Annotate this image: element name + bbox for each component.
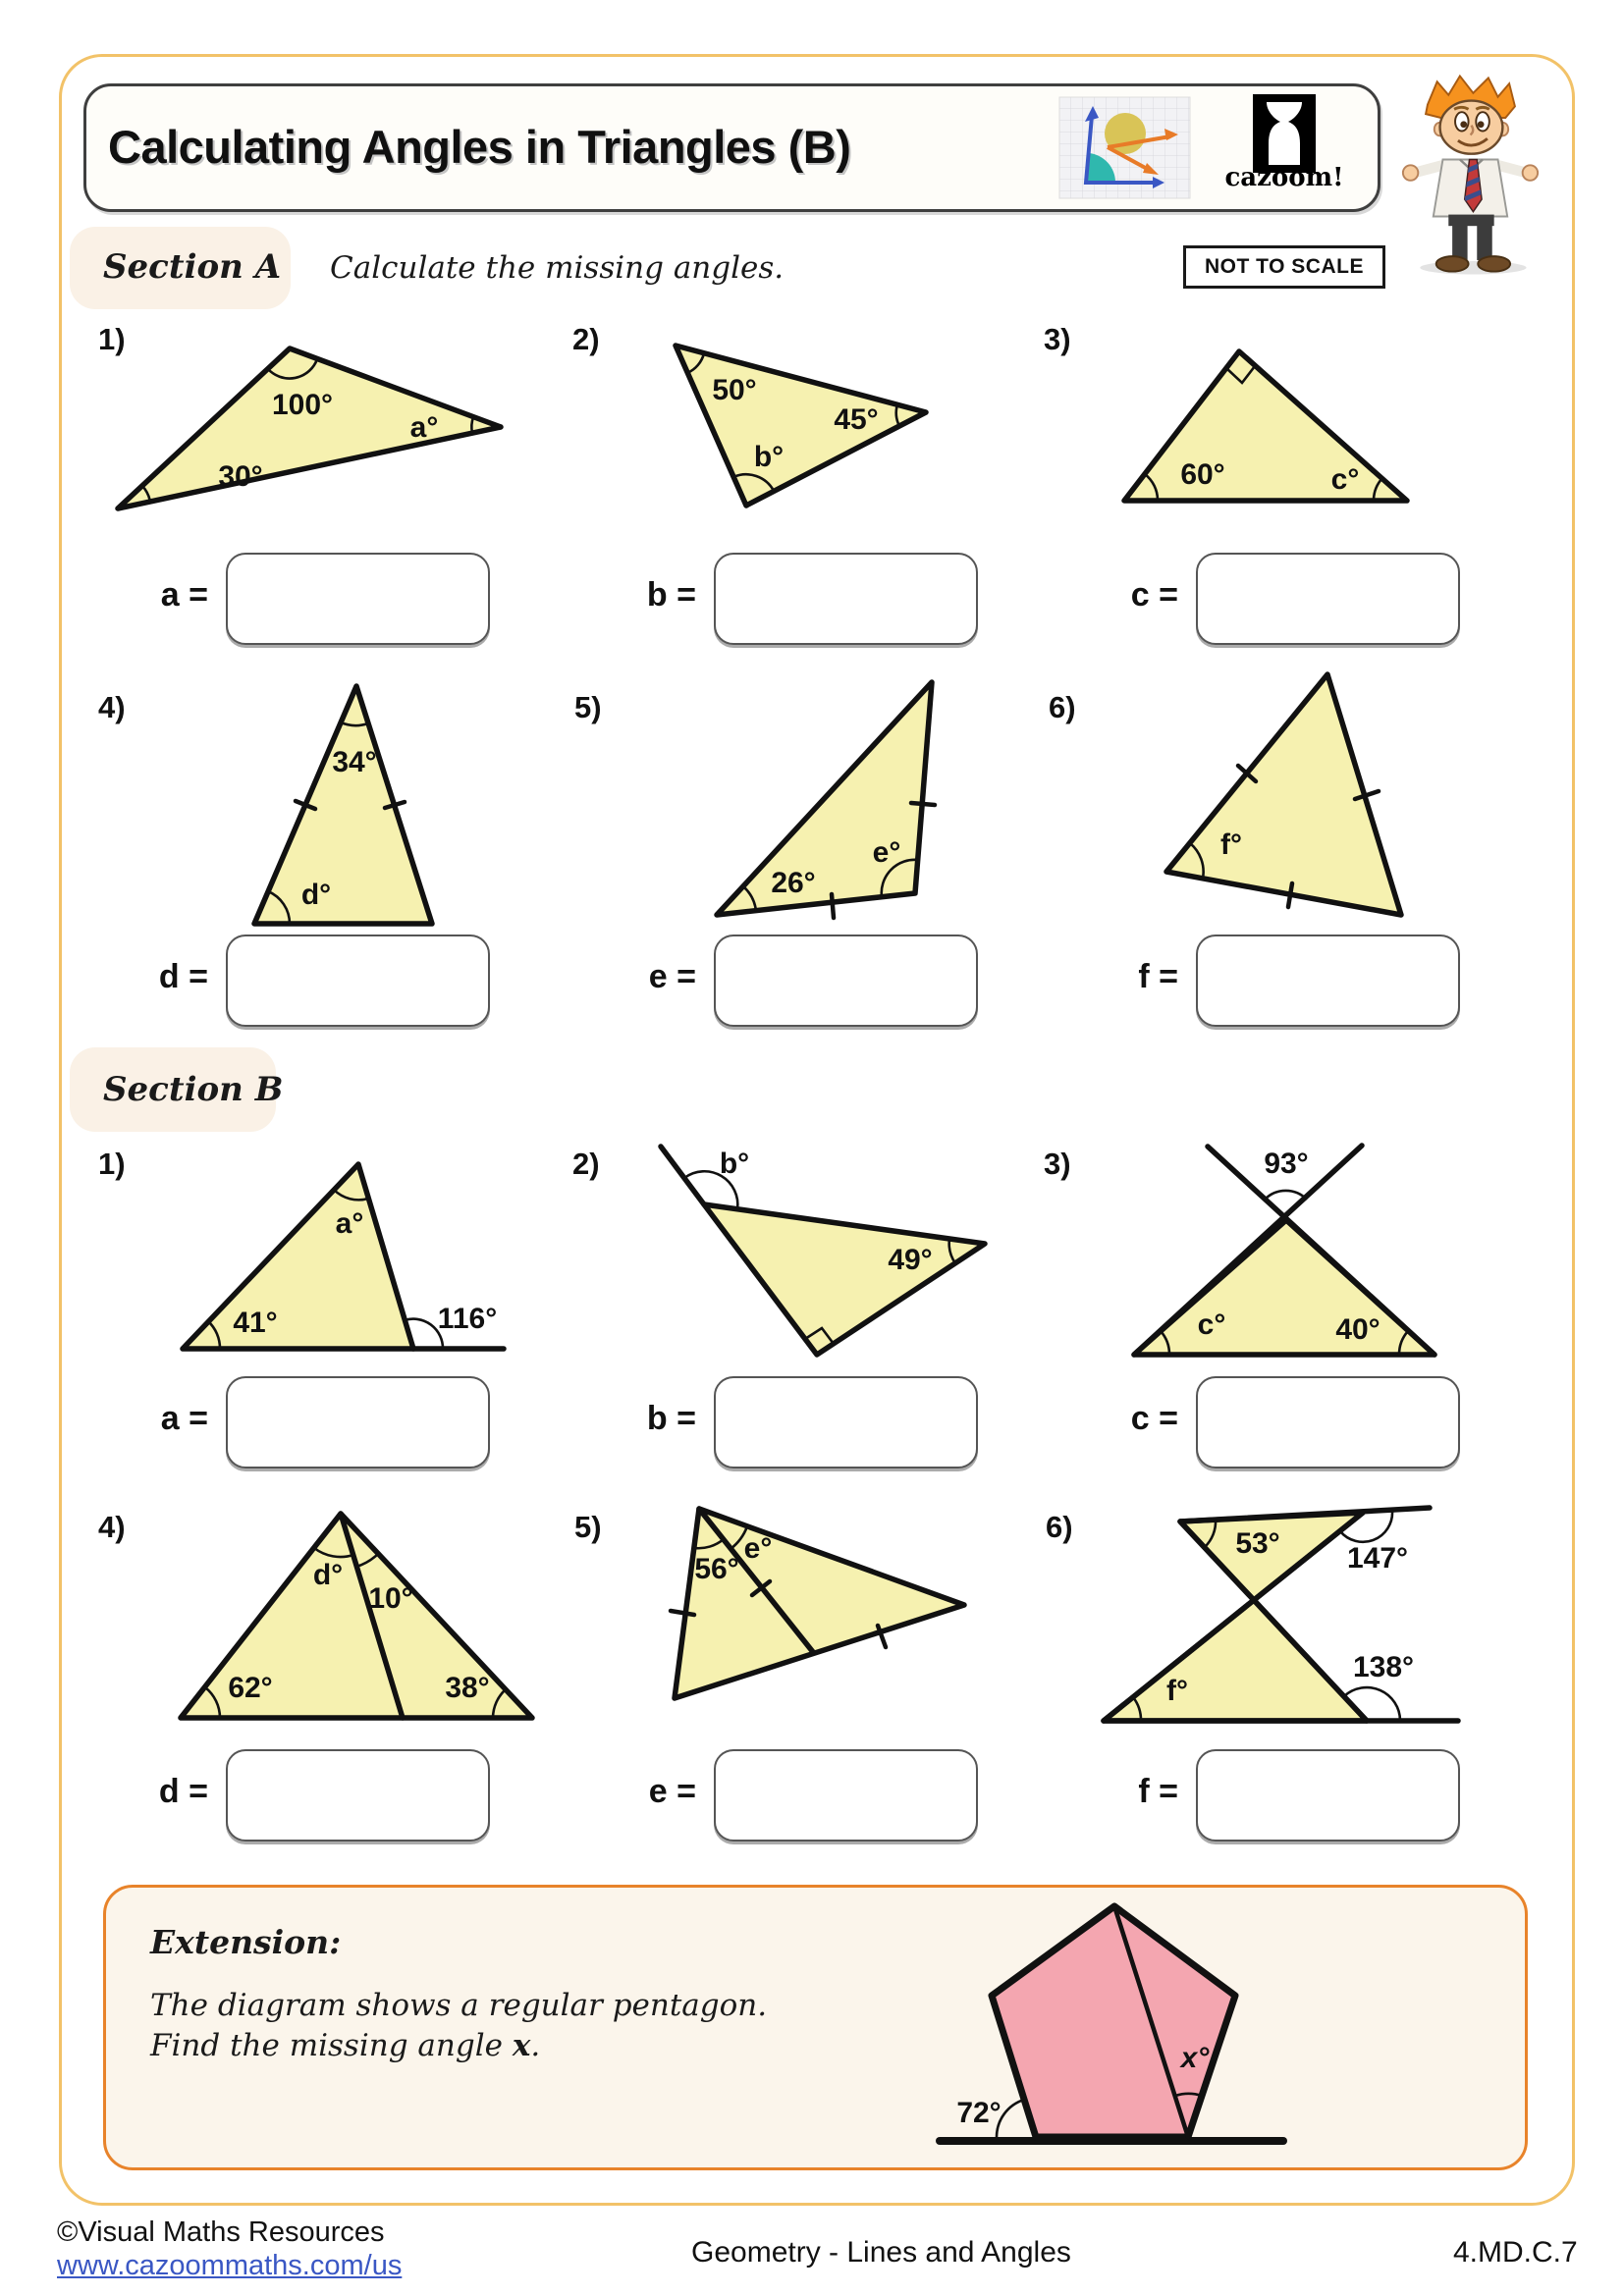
angle-label: a° (409, 411, 439, 444)
figure-a2 (609, 334, 1021, 525)
section-b-heading: Section B (103, 1070, 284, 1109)
section-a-heading: Section A (103, 247, 282, 287)
answer-box-a[interactable] (226, 1376, 490, 1468)
extension-variable: x (512, 2028, 531, 2063)
shoe (1478, 256, 1510, 271)
angles-grid-icon (1058, 96, 1191, 199)
problem-number-b1: 1) (98, 1147, 126, 1181)
answer-label-b: b = (646, 576, 696, 614)
answer-box-b[interactable] (714, 1376, 978, 1468)
section-a-instruction: Calculate the missing angles. (330, 250, 785, 286)
answer-box-d[interactable] (226, 934, 490, 1027)
angle-label: 40° (1335, 1313, 1380, 1346)
page-title: Calculating Angles in Triangles (B) (108, 121, 851, 173)
answer-label-a: a = (160, 1400, 208, 1437)
angle-label: e° (743, 1532, 773, 1565)
brand-name: cazoom! (1224, 163, 1344, 192)
angle-label: 100° (271, 389, 334, 421)
problem-number-b3: 3) (1044, 1147, 1071, 1181)
mascot-character (1399, 69, 1542, 280)
extension-line1: The diagram shows a regular pentagon. (150, 1988, 768, 2023)
problem-number-a4: 4) (98, 690, 126, 724)
answer-box-b[interactable] (714, 553, 978, 645)
title-box (83, 83, 1380, 212)
angle-label: 147° (1346, 1542, 1409, 1575)
triangle-shape (671, 1509, 964, 1698)
angle-label: 38° (445, 1672, 490, 1704)
angle-label: b° (719, 1148, 750, 1180)
angle-label: c° (1197, 1308, 1226, 1341)
answer-label-f: f = (1138, 958, 1178, 995)
triangle-shape (676, 346, 926, 506)
answer-label-e: e = (648, 958, 696, 995)
figure-b1 (137, 1158, 569, 1379)
problem-number-a3: 3) (1044, 322, 1071, 356)
answer-label-a: a = (160, 576, 208, 614)
problem-number-a1: 1) (98, 322, 126, 356)
problem-number-b6: 6) (1046, 1510, 1073, 1544)
angle-label: 138° (1352, 1651, 1415, 1683)
figure-a5 (677, 677, 1090, 937)
answer-box-f[interactable] (1196, 1749, 1460, 1842)
triangle-shape (661, 1147, 985, 1355)
angle-label: 10° (368, 1582, 413, 1615)
problem-number-a2: 2) (572, 322, 600, 356)
footer-subject: Geometry - Lines and Angles (691, 2236, 1071, 2269)
figure-a1 (108, 334, 520, 525)
problem-number-b2: 2) (572, 1147, 600, 1181)
problem-number-a6: 6) (1049, 690, 1076, 724)
extension-heading: Extension: (150, 1923, 342, 1961)
figure-a3 (1080, 334, 1532, 525)
angle-label: f° (1166, 1675, 1188, 1707)
answer-label-d: d = (158, 958, 208, 995)
angle-label: 50° (712, 374, 757, 406)
angle-label: 53° (1235, 1527, 1280, 1560)
triangle-shape (1166, 674, 1401, 915)
angle-label: x° (1180, 2042, 1210, 2074)
angle-label: 41° (233, 1307, 278, 1339)
extension-line2-period: . (530, 2028, 541, 2063)
angle-label: c° (1330, 463, 1360, 496)
footer-standard: 4.MD.C.7 (1453, 2236, 1578, 2269)
answer-box-a[interactable] (226, 553, 490, 645)
angle-label: e° (872, 836, 901, 869)
answer-label-f: f = (1138, 1773, 1178, 1810)
angle-label: 116° (437, 1303, 498, 1335)
angle-label: 30° (218, 460, 263, 493)
problem-number-b5: 5) (574, 1510, 602, 1544)
answer-label-e: e = (648, 1773, 696, 1810)
answer-label-c: c = (1130, 1400, 1178, 1437)
cazoom-logo-icon (1253, 94, 1316, 173)
problem-number-a5: 5) (574, 690, 602, 724)
figure-b5 (609, 1502, 1041, 1728)
figure-pentagon (923, 1895, 1296, 2162)
answer-label-b: b = (646, 1400, 696, 1437)
triangle-shape (1124, 351, 1407, 501)
extension-box (103, 1885, 1528, 2170)
angle-label: 72° (956, 2097, 1001, 2129)
figure-a4 (137, 677, 569, 937)
angle-label: 26° (771, 867, 816, 899)
answer-box-f[interactable] (1196, 934, 1460, 1027)
angle-label: d° (300, 879, 332, 911)
triangle-shape (254, 686, 432, 924)
angle-label: 34° (332, 746, 377, 778)
answer-box-c[interactable] (1196, 1376, 1460, 1468)
angle-label: 45° (834, 403, 879, 436)
extension-line2 (150, 2028, 540, 2063)
figure-b4 (147, 1502, 599, 1737)
angle-label: 93° (1264, 1148, 1309, 1180)
angle-label: 62° (228, 1672, 273, 1704)
figure-b6 (1090, 1502, 1542, 1737)
answer-label-c: c = (1130, 576, 1178, 614)
figure-a6 (1119, 667, 1551, 947)
angle-label: d° (312, 1559, 344, 1591)
shoe (1436, 256, 1469, 271)
problem-number-b4: 4) (98, 1510, 126, 1544)
angle-label: 49° (888, 1244, 933, 1276)
angle-label: f° (1220, 828, 1242, 861)
triangle-shape (118, 348, 501, 508)
triangle-shape (1104, 1508, 1458, 1721)
answer-box-c[interactable] (1196, 553, 1460, 645)
answer-box-e[interactable] (714, 1749, 978, 1842)
answer-label-d: d = (158, 1773, 208, 1810)
footer-link[interactable]: www.cazoommaths.com/us (57, 2250, 403, 2281)
angle-label: b° (753, 441, 785, 473)
figure-b3 (1119, 1139, 1571, 1374)
extension-line2-text: Find the missing angle (150, 2028, 513, 2063)
footer-copyright: ©Visual Maths Resources (57, 2216, 385, 2248)
not-to-scale-badge: NOT TO SCALE (1183, 245, 1385, 289)
angle-label: 56° (694, 1553, 739, 1585)
figure-b2 (609, 1139, 1041, 1374)
answer-box-d[interactable] (226, 1749, 490, 1842)
answer-box-e[interactable] (714, 934, 978, 1027)
angle-label: 60° (1180, 458, 1225, 491)
triangle-shape (717, 682, 935, 918)
angle-label: a° (335, 1207, 364, 1240)
